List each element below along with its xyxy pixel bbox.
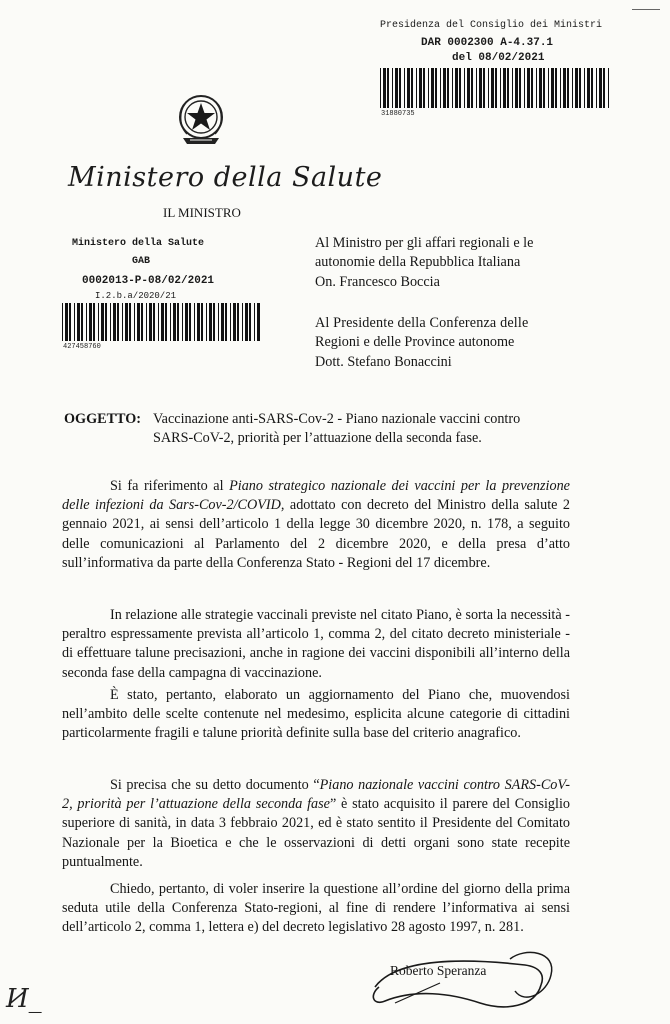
barcode-bar: [447, 68, 449, 108]
barcode-bar: [399, 68, 401, 108]
barcode-bar: [125, 303, 128, 341]
ministry-stamp-line4: I.2.b.a/2020/21: [95, 291, 177, 301]
barcode-bar: [507, 68, 509, 108]
barcode-bar: [185, 303, 188, 341]
barcode-bar: [173, 303, 176, 341]
barcode-bar: [539, 68, 542, 108]
barcode-bar: [392, 68, 393, 108]
barcode-bar: [225, 303, 227, 341]
office-title: IL MINISTRO: [163, 205, 241, 220]
barcode-bar: [257, 303, 260, 341]
paragraph-1: [62, 477, 570, 573]
paragraph-4-rest: ” è stato acquisito il parere del Consiglio superiore di sanità, in data 3 febbraio 2021, ed è stato sentito il Presidente del Comitato Nazionale per la Bioetica e che le osservazioni di detti organi sono state recepite puntualmente.: [62, 796, 570, 870]
barcode-bar: [563, 68, 566, 108]
barcode-bar: [237, 303, 239, 341]
barcode-bar: [93, 303, 95, 341]
barcode-bar: [524, 68, 525, 108]
barcode-bar: [213, 303, 215, 341]
signatory-name: Roberto Speranza: [390, 963, 487, 978]
barcode-bar: [515, 68, 518, 108]
paragraph-4-intro: Si precisa che su detto documento “: [110, 777, 320, 793]
barcode-bar: [599, 68, 602, 108]
barcode-bar: [512, 68, 513, 108]
barcode-bar: [89, 303, 92, 341]
barcode-bar: [587, 68, 590, 108]
barcode-bar: [428, 68, 429, 108]
barcode-bar: [209, 303, 212, 341]
barcode-bar: [129, 303, 131, 341]
barcode-bar: [254, 303, 255, 341]
barcode-bar: [572, 68, 573, 108]
barcode-bar: [483, 68, 485, 108]
barcode-bar: [165, 303, 167, 341]
recipient-1-line-1: Al Ministro per gli affari regionali e le: [315, 235, 534, 251]
margin-note: И_: [6, 984, 42, 1014]
barcode-bar: [419, 68, 422, 108]
barcode-bar: [134, 303, 135, 341]
barcode-bar: [452, 68, 453, 108]
subject-line-2: SARS-CoV-2, priorità per l’attuazione della seconda fase.: [153, 430, 482, 446]
protocol-stamp-line1: Presidenza del Consiglio dei Ministri: [380, 20, 603, 31]
ministry-barcode: [62, 303, 262, 341]
barcode-bar: [455, 68, 458, 108]
barcode-bar: [567, 68, 569, 108]
ministry-stamp-line2: GAB: [132, 256, 151, 267]
ministry-name: Ministero della Salute: [68, 162, 383, 193]
barcode-bar: [411, 68, 413, 108]
barcode-bar: [536, 68, 537, 108]
paragraph-1-intro: Si fa riferimento al: [110, 478, 230, 494]
barcode-bar: [105, 303, 107, 341]
barcode-bar: [149, 303, 152, 341]
barcode-bar: [575, 68, 578, 108]
barcode-bar: [158, 303, 159, 341]
italian-republic-emblem: [175, 90, 227, 148]
ministry-barcode-number: 427458760: [63, 343, 101, 351]
recipient-2-line-1: Al Presidente della Conferenza delle: [315, 315, 529, 331]
barcode-bar: [182, 303, 183, 341]
barcode-bar: [197, 303, 200, 341]
barcode-bar: [113, 303, 116, 341]
barcode-bar: [467, 68, 470, 108]
barcode-bar: [218, 303, 219, 341]
barcode-bar: [74, 303, 75, 341]
barcode-bar: [435, 68, 437, 108]
barcode-bar: [201, 303, 203, 341]
barcode-bar: [146, 303, 147, 341]
recipient-2-line-3: Dott. Stefano Bonaccini: [315, 354, 452, 370]
barcode-bar: [395, 68, 398, 108]
corner-mark: [632, 9, 660, 10]
barcode-bar: [141, 303, 143, 341]
ministry-stamp-line1: Ministero della Salute: [72, 238, 205, 249]
barcode-bar: [543, 68, 545, 108]
barcode-bar: [531, 68, 533, 108]
handwritten-signature: [365, 945, 565, 1020]
barcode-bar: [503, 68, 506, 108]
barcode-bar: [431, 68, 434, 108]
barcode-bar: [387, 68, 389, 108]
barcode-bar: [416, 68, 417, 108]
barcode-bar: [177, 303, 179, 341]
paragraph-3-text: È stato, pertanto, elaborato un aggiornamento del Piano che, muovendosi nell’ambito delle scelte contenute nel medesimo, esplicita alcune categorie di cittadini particolarmente fragili e talune priorità definite sulla base del criterio anagrafico.: [62, 687, 570, 742]
barcode-bar: [98, 303, 99, 341]
barcode-bar: [584, 68, 585, 108]
barcode-bar: [245, 303, 248, 341]
paragraph-2-text: In relazione alle strategie vaccinali previste nel citato Piano, è sorta la necessità - peraltro espressamente prevista all’articolo 1, comma 2, del citato decreto ministeriale - di effettuare talune precisazioni, anche in ragione dei vaccini disponibili all’interno della seconda fase della campagna di vaccinazione.: [62, 607, 570, 681]
barcode-bar: [221, 303, 224, 341]
protocol-stamp-line3: del 08/02/2021: [452, 52, 545, 64]
protocol-stamp-line2: DAR 0002300 A-4.37.1: [421, 37, 554, 49]
barcode-bar: [459, 68, 461, 108]
barcode-bar: [500, 68, 501, 108]
recipient-1-line-3: On. Francesco Boccia: [315, 274, 440, 290]
barcode-bar: [249, 303, 251, 341]
barcode-bar: [495, 68, 497, 108]
barcode-bar: [206, 303, 207, 341]
barcode-bar: [62, 303, 63, 341]
barcode-bar: [137, 303, 140, 341]
paragraph-4: [62, 776, 570, 872]
barcode-bar: [117, 303, 119, 341]
protocol-barcode-number: 31880735: [381, 110, 415, 118]
barcode-bar: [194, 303, 195, 341]
barcode-bar: [122, 303, 123, 341]
paragraph-3: [62, 686, 570, 744]
barcode-bar: [519, 68, 521, 108]
barcode-bar: [488, 68, 489, 108]
barcode-bar: [407, 68, 410, 108]
subject-line-1: Vaccinazione anti-SARS-Cov-2 - Piano nazionale vaccini contro: [153, 411, 521, 427]
barcode-bar: [77, 303, 80, 341]
barcode-bar: [404, 68, 405, 108]
paragraph-4-document-title: Piano nazionale vaccini contro SARS-CoV-2, priorità per l’attuazione della seconda fase: [62, 777, 570, 813]
barcode-bar: [69, 303, 71, 341]
barcode-bar: [551, 68, 554, 108]
barcode-bar: [161, 303, 164, 341]
paragraph-5: [62, 880, 570, 938]
barcode-bar: [596, 68, 597, 108]
barcode-bar: [153, 303, 155, 341]
recipient-1-line-2: autonomie della Repubblica Italiana: [315, 254, 521, 270]
subject-label: OGGETTO:: [64, 411, 141, 427]
barcode-bar: [86, 303, 87, 341]
barcode-bar: [527, 68, 530, 108]
barcode-bar: [423, 68, 425, 108]
barcode-bar: [479, 68, 482, 108]
barcode-bar: [65, 303, 68, 341]
barcode-bar: [579, 68, 581, 108]
paragraph-2: [62, 606, 570, 683]
barcode-bar: [471, 68, 473, 108]
barcode-bar: [189, 303, 191, 341]
paragraph-1-plan-title: Piano strategico nazionale dei vaccini per la prevenzione delle infezioni da Sars-Cov-2/COVID,: [62, 478, 570, 514]
barcode-bar: [491, 68, 494, 108]
barcode-bar: [591, 68, 593, 108]
barcode-bar: [233, 303, 236, 341]
barcode-bar: [230, 303, 231, 341]
barcode-bar: [170, 303, 171, 341]
barcode-bar: [440, 68, 441, 108]
recipient-2-line-2: Regioni e delle Province autonome: [315, 334, 515, 350]
barcode-bar: [242, 303, 243, 341]
barcode-bar: [443, 68, 446, 108]
barcode-bar: [464, 68, 465, 108]
barcode-bar: [476, 68, 477, 108]
barcode-bar: [101, 303, 104, 341]
barcode-bar: [81, 303, 83, 341]
barcode-bar: [560, 68, 561, 108]
protocol-barcode: [380, 68, 612, 108]
barcode-bar: [383, 68, 386, 108]
barcode-bar: [380, 68, 381, 108]
barcode-bar: [555, 68, 557, 108]
barcode-bar: [608, 68, 609, 108]
paragraph-1-rest: adottato con decreto del Ministro della salute 2 gennaio 2021, ai sensi dell’articolo 1 della legge 30 dicembre 2020, n. 178, a seguito delle comunicazioni al Parlamento del 2 dicembre 2020, e della presa d’atto sull’informativa da parte della Conferenza Stato - Regioni del 17 dicembre.: [62, 497, 570, 571]
barcode-bar: [548, 68, 549, 108]
barcode-bar: [603, 68, 605, 108]
paragraph-5-text: Chiedo, pertanto, di voler inserire la questione all’ordine del giorno della prima seduta utile della Conferenza Stato-regioni, al fine di rendere l’informativa ai sensi dell’articolo 2, comma 1, lettera e) del decreto legislativo 28 agosto 1997, n. 281.: [62, 881, 570, 936]
barcode-bar: [110, 303, 111, 341]
ministry-stamp-line3: 0002013-P-08/02/2021: [82, 275, 215, 287]
